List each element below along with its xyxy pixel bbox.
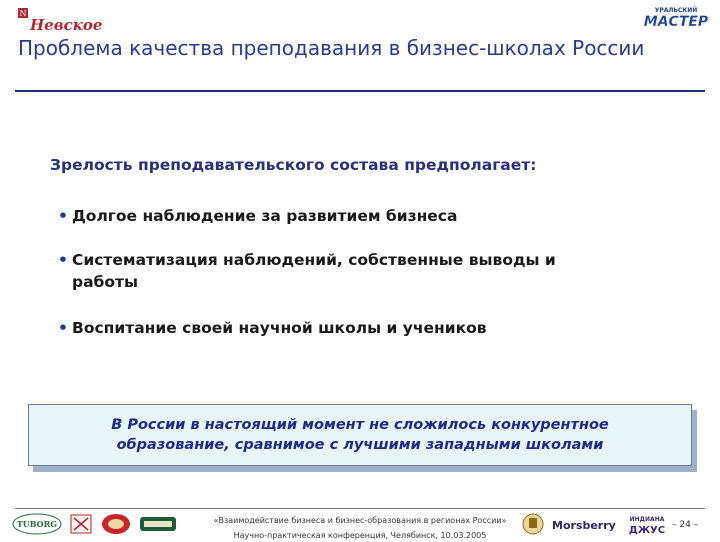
callout-box — [28, 404, 692, 466]
nevskoe-logo-text: Невское — [30, 16, 103, 34]
bullet-dot-icon: • — [58, 319, 68, 337]
brand-badge-icon — [68, 512, 94, 536]
tuborg-logo — [12, 512, 62, 536]
bullet-item — [58, 205, 612, 227]
morsberry-logo — [550, 512, 628, 536]
svg-text:N: N — [19, 9, 27, 18]
crest-icon — [520, 512, 546, 536]
title-divider — [15, 90, 705, 92]
bullet-item — [58, 317, 612, 339]
footer-conference-details: Научно-практическая конференция, Челябинск, 10.03.2005 — [233, 531, 487, 540]
svg-text:УРАЛЬСКИЙ: УРАЛЬСКИЙ — [654, 7, 698, 14]
section-heading: Зрелость преподавательского состава предполагает: — [50, 156, 537, 174]
nevskoe-logo — [18, 6, 103, 34]
callout-text: В России в настоящий момент не сложилось конкурентное образование, сравнимое с лучшими западными школами — [111, 417, 609, 453]
bullet-dot-icon: • — [58, 251, 68, 269]
footer-divider — [15, 508, 705, 509]
green-brand-icon — [138, 512, 178, 536]
indiana-juice-logo — [630, 512, 664, 536]
bullet-text: Долгое наблюдение за развитием бизнеса — [72, 207, 458, 225]
footer-conference-title: «Взаимодействие бизнеса и бизнес-образования в регионах России» — [213, 516, 507, 525]
slide-title: Проблема качества преподавания в бизнес-школах России — [18, 36, 645, 60]
bullet-text: Систематизация наблюдений, собственные выводы и работы — [72, 251, 556, 291]
svg-text:TUBORG: TUBORG — [16, 519, 58, 529]
page-number: – 24 – — [672, 520, 699, 530]
uralskiy-master-logo — [636, 4, 712, 30]
bullet-item — [58, 249, 612, 293]
bullet-dot-icon: • — [58, 207, 68, 225]
svg-text:ИНДИАНА: ИНДИАНА — [629, 516, 665, 523]
bullet-text: Воспитание своей научной школы и учеников — [72, 319, 487, 337]
svg-text:ДЖУС: ДЖУС — [628, 525, 666, 536]
svg-text:Morsberry: Morsberry — [552, 519, 616, 532]
svg-text:МАСТЕР: МАСТЕР — [643, 14, 709, 30]
red-brand-icon — [100, 512, 132, 536]
